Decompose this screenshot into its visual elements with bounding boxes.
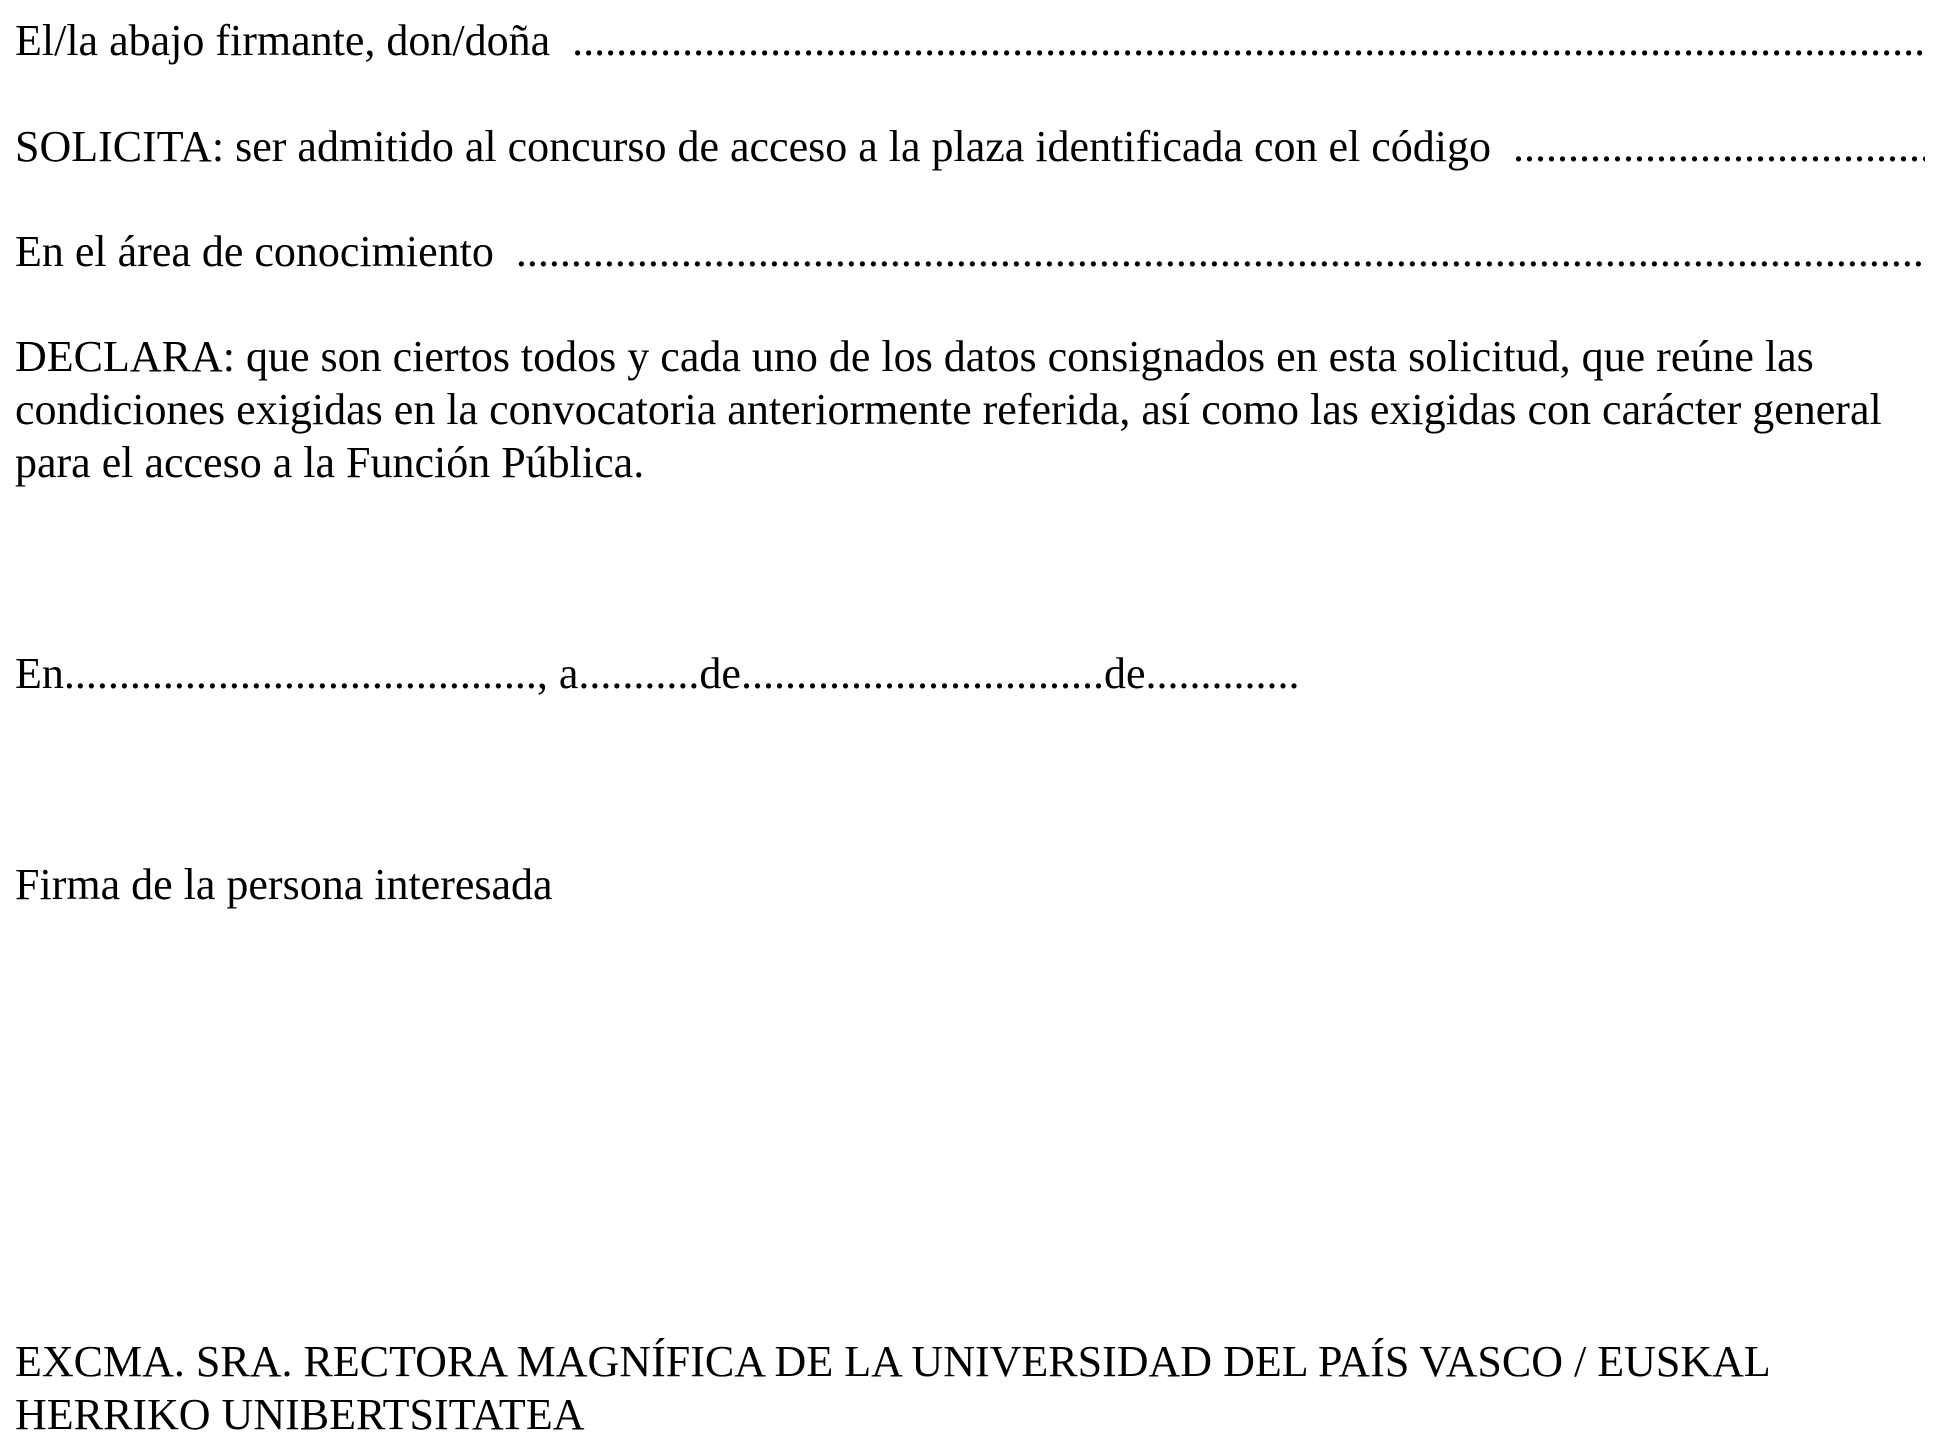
year-blank[interactable]: .............. — [1145, 649, 1300, 698]
name-field-blank[interactable] — [572, 14, 1925, 68]
day-blank[interactable]: ........... — [578, 649, 700, 698]
date-place-line — [15, 647, 1925, 701]
plaza-code-blank[interactable] — [1513, 120, 1925, 174]
solicita-line — [15, 120, 1925, 174]
date-de-label-1: de — [699, 649, 741, 698]
date-de-label-2: de — [1103, 649, 1146, 698]
name-field-label: El/la abajo firmante, don/doña — [15, 16, 551, 65]
place-blank[interactable]: ........................................... — [63, 649, 537, 698]
area-line — [15, 225, 1925, 279]
addressee-heading: EXCMA. SRA. RECTORA MAGNÍFICA DE LA UNIVERSIDAD DEL PAÍS VASCO / EUSKAL HERRIKO UNIBERTSITATEA — [15, 1337, 1770, 1439]
area-label: En el área de conocimiento — [15, 227, 494, 276]
declara-paragraph: DECLARA: que son ciertos todos y cada uno de los datos consignados en esta solicitud, que reúne las condiciones exigidas en la convocatoria anteriormente referida, así como las exigidas con carácter general para el acceso a la Función Pública. — [15, 332, 1882, 487]
solicita-label: SOLICITA: ser admitido al concurso de acceso a la plaza identificada con el código — [15, 122, 1492, 171]
name-field-line — [15, 14, 1925, 68]
area-blank[interactable] — [516, 225, 1925, 279]
month-blank[interactable]: ................................. — [740, 649, 1104, 698]
date-a-label: , a — [536, 649, 579, 698]
signature-label: Firma de la persona interesada — [15, 860, 553, 909]
date-en-label: En — [15, 649, 64, 698]
